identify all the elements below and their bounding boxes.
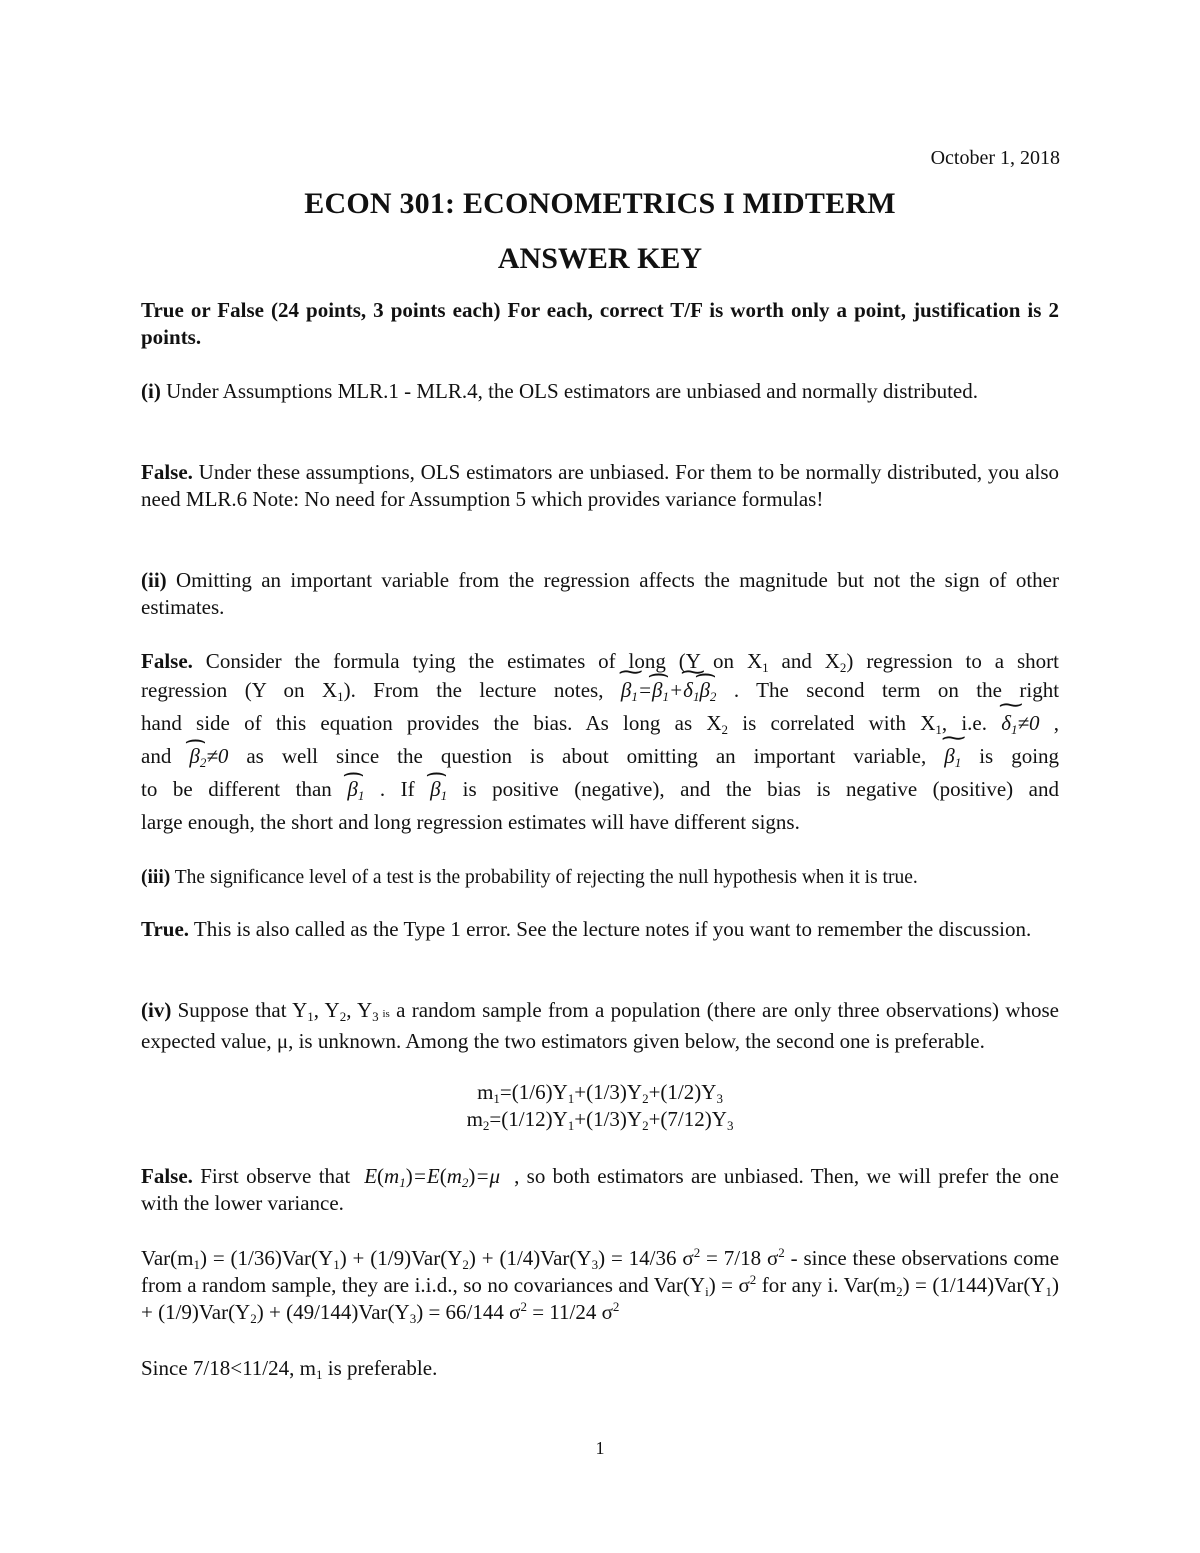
answer-2-line-4: and ⌢ $\beta_2\ne 0$ as well since the question is about omitting an important variable, ∼ $\beta_1$ is going bbox=[141, 743, 1059, 776]
question-4-label: (iv) bbox=[141, 998, 172, 1022]
question-3-label: (iii) bbox=[141, 867, 171, 888]
answer-4: False. First observe that $E(m_1)=E(m_2)=\mu$ , so both estimators are unbiased. Then, we will prefer the one with the lower variance. bbox=[141, 1164, 1059, 1215]
answer-2-line-2: regression (Y on $X_1$). From the lecture notes, ∼ $\beta_1=⌢$ $\beta_1+\sim$ $\delta_1⌢$ $\beta_2$ . The second term on the right bbox=[141, 677, 1059, 710]
question-3-text: The significance level of a test is the probability of rejecting the null hypothesis when it is true. bbox=[170, 867, 918, 888]
question-3 bbox=[141, 864, 1059, 891]
answer-3-text: This is also called as the Type 1 error. See the lecture notes if you want to remember the discussion. bbox=[189, 917, 1032, 941]
estimator-m2: $m_2=(1/12)Y_1+(1/3)Y_2+(7/12)Y_3$ bbox=[466, 1107, 734, 1133]
beta1-tilde: ∼ $\beta_1$ bbox=[944, 744, 961, 768]
answer-3-label: True. bbox=[141, 917, 190, 941]
answer-2-line-1: False. Consider the formula tying the estimates of long (Y on $X_1$ and $X_2$) regression to a short bbox=[141, 649, 1059, 675]
variance-derivation: $Var(m_1) = (1/36)Var(Y_1) + (1/9)Var(Y_2) + (1/4)Var(Y_3) = 14/36$ $\sigma^2 = 7/18$ $\sigma^2$ - since these observations come from a random sample, they are i.i.d., so no covariances and $Var(Y_i) = \sigma^2$ for any i. $Var(m_2) = (1/144)Var(Y_1) + (1/9)Var(Y_2) + (49/144)Var(Y_3) = 66/144$ $\sigma^2 = 11/24$ $\sigma^2$ bbox=[141, 1245, 1060, 1326]
document-date: October 1, 2018 bbox=[930, 147, 1060, 169]
conclusion: Since 7/18<11/24, $m_1$ is preferable. bbox=[141, 1356, 438, 1382]
page-number: 1 bbox=[595, 1438, 605, 1458]
answer-3 bbox=[141, 916, 1059, 943]
answer-2-line-3: hand side of this equation provides the bias. As long as $X_2$ is correlated with $X_1$, i.e. ∼ $\delta_1\ne 0$ , bbox=[141, 710, 1059, 743]
instructions bbox=[141, 297, 1059, 351]
answer-1 bbox=[141, 459, 1059, 513]
answer-2-label: False. bbox=[141, 649, 193, 673]
answer-2 bbox=[141, 648, 1059, 836]
question-2-text: Omitting an important variable from the regression affects the magnitude but not the sign of other estimates. bbox=[141, 568, 1059, 619]
answer-1-text: Under these assumptions, OLS estimators are unbiased. For them to be normally distributed, you also need MLR.6 Note: No need for Assumption 5 which provides variance formulas! bbox=[141, 460, 1059, 511]
question-1 bbox=[141, 378, 1059, 405]
answer-2-line-6: large enough, the short and long regression estimates will have different signs. bbox=[141, 810, 800, 834]
beta2-nonzero: ⌢ $\beta_2\ne 0$ bbox=[189, 744, 228, 768]
answer-1-label: False. bbox=[141, 460, 193, 484]
instructions-text: True or False (24 points, 3 points each) For each, correct T/F is worth only a point, justification is 2 points. bbox=[141, 298, 1059, 349]
question-1-text: Under Assumptions MLR.1 - MLR.4, the OLS estimators are unbiased and normally distributed. bbox=[160, 379, 978, 403]
delta-nonzero: ∼ $\delta_1\ne 0$ bbox=[1001, 711, 1039, 735]
answer-4-label: False. bbox=[141, 1164, 193, 1188]
document-subtitle: ANSWER KEY bbox=[497, 242, 703, 275]
question-4: (iv) Suppose that $Y_1$, $Y_2$, $Y_3$ is a random sample from a population (there are only three observations) whose expected value, μ, is unknown. Among the two estimators given below, the second one is preferable. bbox=[141, 998, 1059, 1053]
beta1-hat-2: ⌢ $\beta_1$ bbox=[430, 777, 447, 801]
beta1-hat: ⌢ $\beta_1$ bbox=[347, 777, 364, 801]
document-title: ECON 301: ECONOMETRICS I MIDTERM bbox=[304, 187, 896, 220]
answer-2-line-5: to be different than ⌢ $\beta_1$ . If ⌢ $\beta_1$ is positive (negative), and the bias is negative (positive) and bbox=[141, 776, 1059, 809]
question-1-label: (i) bbox=[141, 379, 161, 403]
estimator-m1: $m_1=(1/6)Y_1+(1/3)Y_2+(1/2)Y_3$ bbox=[477, 1080, 723, 1106]
expectation-formula: $E(m_1)=E(m_2)=\mu$ bbox=[364, 1164, 501, 1190]
question-2 bbox=[141, 567, 1059, 621]
question-2-label: (ii) bbox=[141, 568, 167, 592]
bias-formula: ∼ $\beta_1=⌢$ $\beta_1+\sim$ $\delta_1⌢$ $\beta_2$ bbox=[621, 678, 717, 702]
